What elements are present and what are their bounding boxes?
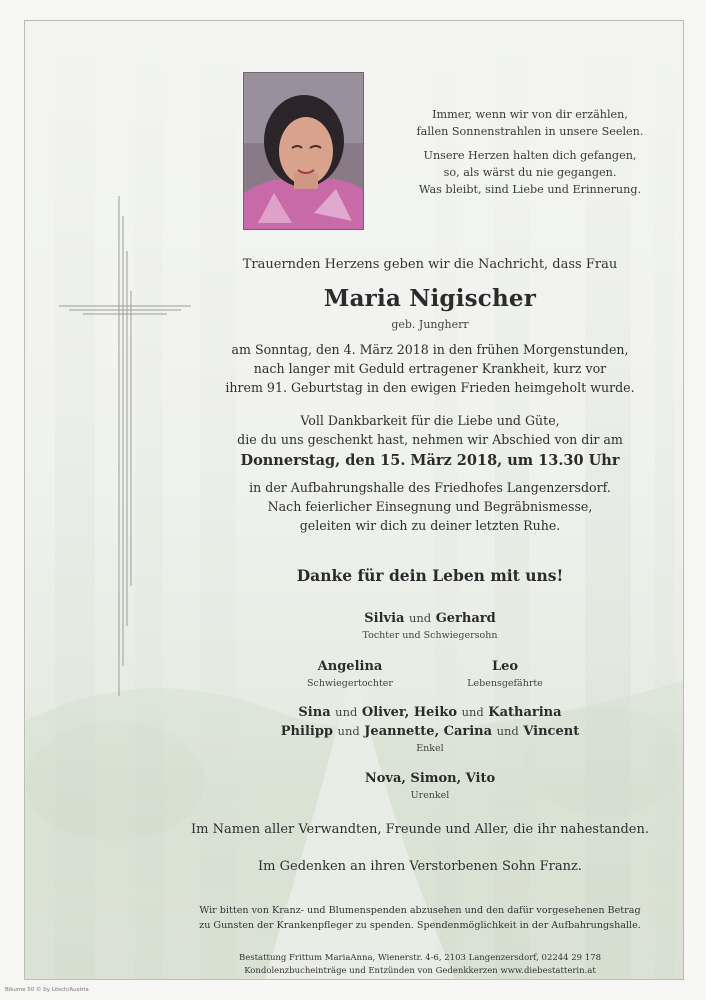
poem-stanza-1: [392, 106, 668, 140]
and-word: und: [408, 611, 432, 625]
family-relation: Enkel: [416, 743, 444, 754]
family-name: Philipp: [280, 724, 334, 739]
family-name: Sina: [298, 705, 331, 720]
family-relation: Urenkel: [410, 790, 450, 801]
text-line: Kondolenzbucheinträge und Entzünden von Gedenkkerzen www.diebestatterin.at: [244, 966, 596, 976]
cross-icon: [59, 196, 191, 696]
text-line: Nach feierlicher Einsegnung und Begräbnismesse,: [267, 499, 593, 514]
family-name: Vincent: [523, 724, 580, 739]
family-name: Silvia: [364, 611, 405, 626]
announcement-intro: Trauernden Herzens geben wir die Nachricht, dass Frau: [242, 257, 618, 272]
deceased-name: Maria Nigischer: [323, 285, 537, 312]
poem-line: Immer, wenn wir von dir erzählen,: [432, 108, 628, 121]
footer-code: Bikume 50 © by Lösch/Austria: [5, 987, 89, 993]
family-relation: Tochter und Schwiegersohn: [362, 630, 498, 641]
poem-line: fallen Sonnenstrahlen in unsere Seelen.: [416, 125, 644, 138]
family-group-4: Nova, Simon, Vito: [364, 771, 496, 786]
text-line: Voll Dankbarkeit für die Liebe und Güte,: [300, 413, 560, 428]
and-word: und: [335, 705, 358, 719]
closing-line-2: Im Gedenken an ihren Verstorbenen Sohn Franz.: [258, 859, 582, 874]
text-line: zu Gunsten der Krankenpfleger zu spenden. Spendenmöglichkeit in der Aufbahrungshalle.: [199, 920, 641, 931]
closing-line-1: Im Namen aller Verwandten, Freunde und Aller, die ihr nahestanden.: [191, 822, 649, 837]
poem-line: so, als wärst du nie gegangen.: [443, 166, 617, 179]
family-relation: Schwiegertochter: [307, 678, 393, 689]
poem-line: Was bleibt, sind Liebe und Erinnerung.: [418, 183, 642, 196]
text-line: geleiten wir dich zu deiner letzten Ruhe.: [299, 518, 561, 533]
text-line: nach langer mit Geduld ertragener Krankheit, kurz vor: [253, 361, 607, 376]
family-name: Gerhard: [435, 611, 496, 626]
text-line: in der Aufbahrungshalle des Friedhofes Langenzersdorf.: [249, 480, 611, 495]
and-word: und: [461, 705, 484, 719]
family-relation: Lebensgefährte: [467, 678, 543, 689]
death-paragraph: [200, 340, 660, 397]
funeral-date: Donnerstag, den 15. März 2018, um 13.30 Uhr: [240, 452, 620, 469]
gratitude-paragraph: [200, 411, 660, 449]
family-name-leo: Leo: [491, 659, 519, 674]
text-line: am Sonntag, den 4. März 2018 in den frühen Morgenstunden,: [231, 342, 629, 357]
family-name: Jeannette,: [364, 724, 440, 739]
family-name: Carina: [443, 724, 493, 739]
family-name-angelina: Angelina: [317, 659, 383, 674]
family-name: Oliver,: [361, 705, 410, 720]
poem-line: Unsere Herzen halten dich gefangen,: [423, 149, 637, 162]
text-line: Wir bitten von Kranz- und Blumenspenden abzusehen und den dafür vorgesehenen Betrag: [199, 905, 641, 916]
donation-note: [160, 903, 680, 933]
family-group-3-line-2: [200, 724, 660, 739]
portrait-photo: [243, 72, 364, 230]
family-name: Katharina: [488, 705, 562, 720]
maiden-name: geb. Jungherr: [391, 318, 469, 331]
family-name: Heiko: [413, 705, 458, 720]
ceremony-paragraph: [200, 478, 660, 535]
text-line: ihrem 91. Geburtstag in den ewigen Frieden heimgeholt wurde.: [225, 380, 635, 395]
text-line: Bestattung Frittum MariaAnna, Wienerstr. 4-6, 2103 Langenzersdorf, 02244 29 178: [238, 953, 602, 963]
text-line: die du uns geschenkt hast, nehmen wir Abschied von dir am: [237, 432, 623, 447]
thanks-heading: Danke für dein Leben mit uns!: [296, 566, 564, 585]
and-word: und: [337, 724, 360, 738]
poem-stanza-2: [392, 147, 668, 198]
and-word: und: [496, 724, 519, 738]
family-group-1: [200, 611, 660, 626]
family-group-3-line-1: [200, 705, 660, 720]
undertaker-info: [160, 952, 680, 978]
